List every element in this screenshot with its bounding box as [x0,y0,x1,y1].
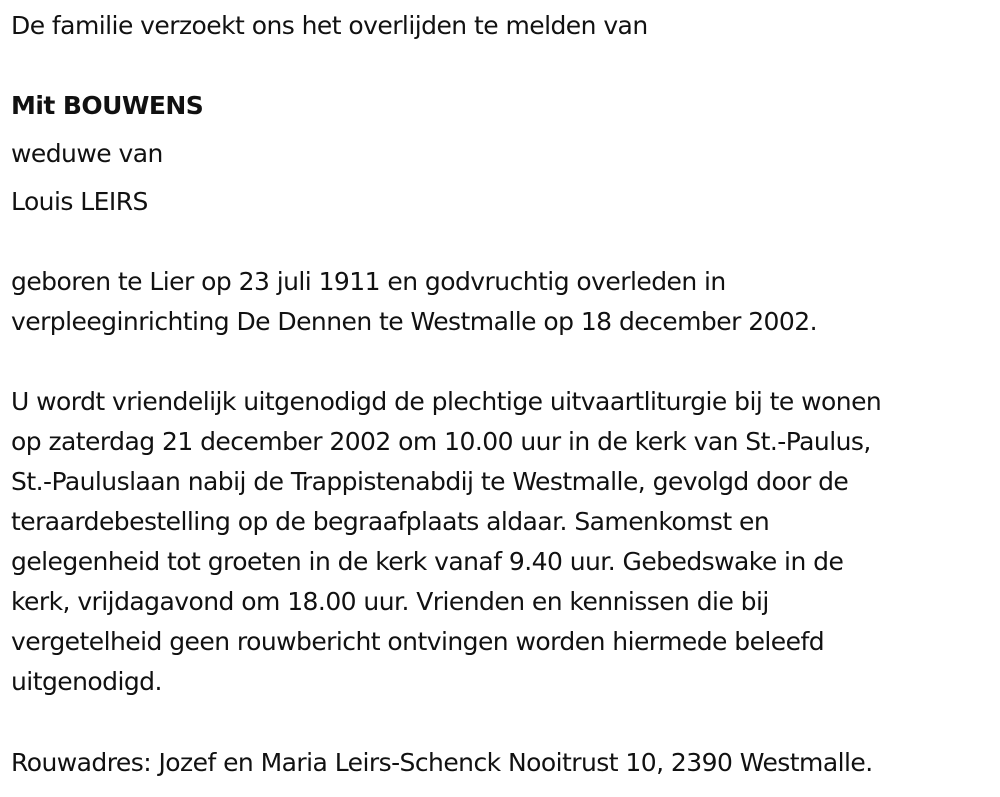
paragraph-line: U wordt vriendelijk uitgenodigd de plechtige uitvaartliturgie bij te wonen [11,387,882,416]
mourning-address: Rouwadres: Jozef en Maria Leirs-Schenck Nooitrust 10, 2390 Westmalle. [11,748,873,777]
funeral-invitation-paragraph [11,382,881,702]
paragraph-line: kerk, vrijdagavond om 18.00 uur. Vrienden en kennissen die bij [11,587,769,616]
relation-text: weduwe van [11,139,163,168]
paragraph-line: vergetelheid geen rouwbericht ontvingen worden hiermede beleefd [11,627,825,656]
paragraph-line: gelegenheid tot groeten in de kerk vanaf 9.40 uur. Gebedswake in de [11,547,844,576]
paragraph-line: St.-Pauluslaan nabij de Trappistenabdij te Westmalle, gevolgd door de [11,467,849,496]
paragraph-line: geboren te Lier op 23 juli 1911 en godvruchtig overleden in [11,267,726,296]
intro-text: De familie verzoekt ons het overlijden te melden van [11,11,648,40]
paragraph-line: teraardebestelling op de begraafplaats aldaar. Samenkomst en [11,507,770,536]
paragraph-line: verpleeginrichting De Dennen te Westmalle op 18 december 2002. [11,307,818,336]
birth-death-paragraph [11,262,817,342]
paragraph-line: uitgenodigd. [11,667,162,696]
deceased-name: Mit BOUWENS [11,91,204,120]
spouse-name: Louis LEIRS [11,187,148,216]
paragraph-line: op zaterdag 21 december 2002 om 10.00 uur in de kerk van St.-Paulus, [11,427,871,456]
